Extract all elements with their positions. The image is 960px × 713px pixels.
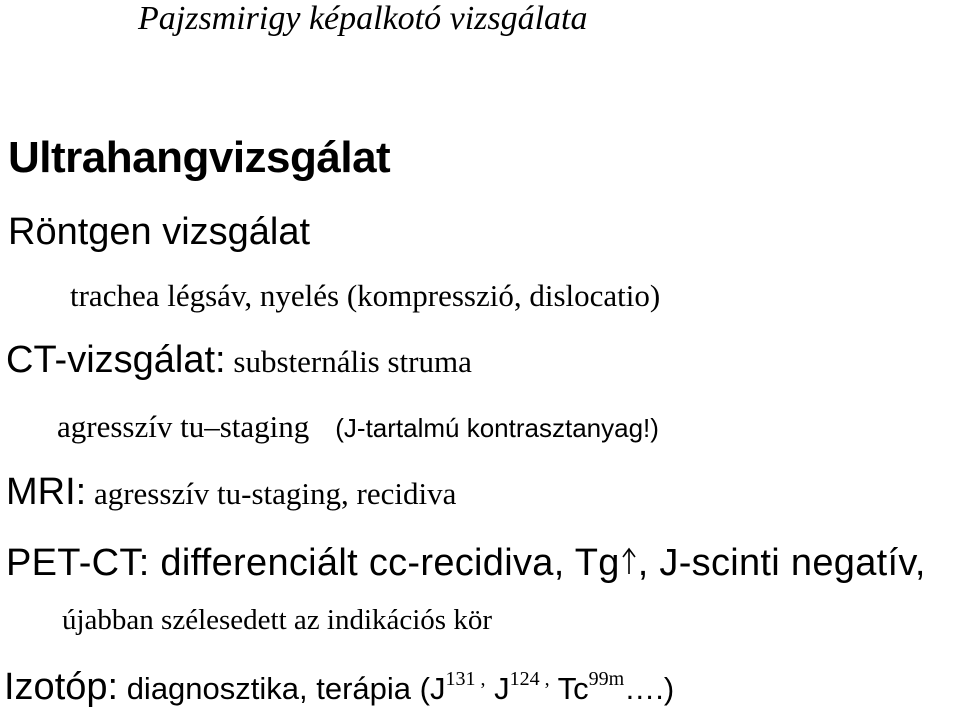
ujabban-line: újabban szélesedett az indikációs kör — [62, 604, 493, 636]
ct-label: CT-vizsgálat: — [6, 339, 226, 381]
petct-line — [6, 544, 926, 582]
contrast-note: (J-tartalmú kontrasztanyag!) — [335, 413, 659, 443]
petct-text-before: differenciált cc-recidiva, Tg — [149, 542, 620, 584]
slide-title: Pajzsmirigy képalkotó vizsgálata — [138, 0, 588, 37]
izotop-mid1: J — [485, 671, 510, 706]
mri-label: MRI: — [6, 471, 87, 513]
petct-label: PET-CT: — [6, 542, 150, 584]
mri-line — [6, 473, 456, 511]
agressziv-text: agresszív tu–staging — [57, 409, 310, 444]
ct-text: substernális struma — [225, 344, 472, 379]
izotop-line — [4, 668, 674, 706]
ct-line — [6, 341, 472, 379]
rontgen-heading: Röntgen vizsgálat — [8, 211, 311, 253]
izotop-text: diagnosztika, terápia (J — [118, 671, 446, 706]
izotop-end: ….) — [624, 671, 675, 706]
isotope-99m-sup: 99m — [588, 668, 625, 690]
izotop-mid2: Tc — [549, 671, 589, 706]
isotope-124-sup: 124 , — [509, 668, 550, 690]
agressziv-line — [57, 411, 659, 442]
petct-text-after: , J-scinti negatív, — [637, 542, 926, 584]
mri-text: agresszív tu-staging, recidiva — [86, 476, 457, 511]
izotop-label: Izotóp: — [4, 666, 119, 708]
trachea-line: trachea légsáv, nyelés (kompresszió, dislocatio) — [70, 278, 661, 313]
isotope-131-sup: 131 , — [445, 668, 486, 690]
up-arrow-icon — [622, 547, 636, 581]
ultrahang-heading: Ultrahangvizsgálat — [8, 133, 391, 182]
